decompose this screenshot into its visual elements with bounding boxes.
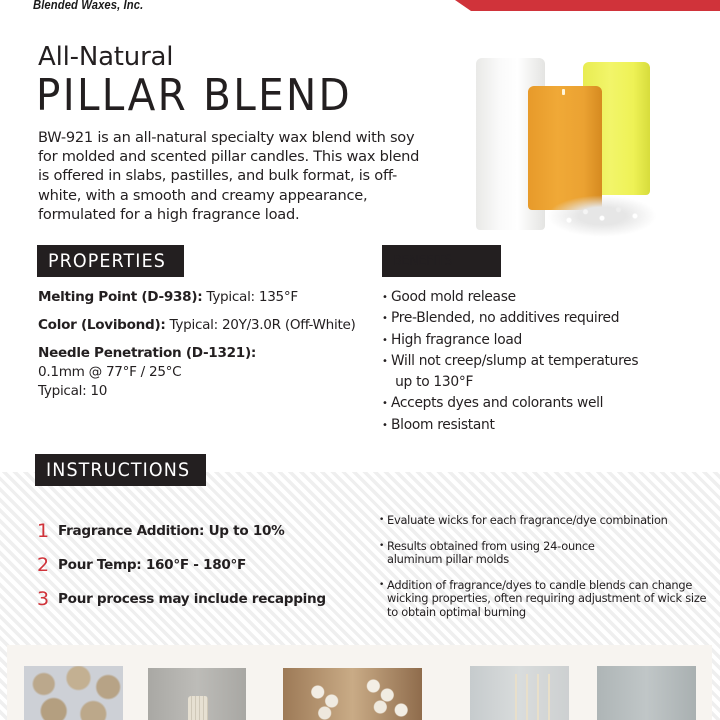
instruction-step — [37, 548, 367, 582]
wax-pastilles — [547, 195, 657, 237]
property-melting-point: Melting Point (D-938): Typical: 135°F — [38, 289, 298, 305]
instruction-step — [37, 514, 367, 548]
properties-list — [38, 288, 368, 410]
product-title: PILLAR BLEND — [36, 70, 353, 121]
instruction-step — [37, 582, 367, 616]
header-accent-bar — [455, 0, 720, 11]
instruction-steps — [37, 514, 367, 616]
step-number: 1 — [37, 520, 50, 542]
hero-candles-image — [455, 45, 670, 245]
gallery-photo — [283, 668, 422, 720]
benefits-heading: BENEFITS — [382, 245, 501, 277]
step-number: 3 — [37, 588, 50, 610]
step-number: 2 — [37, 554, 50, 576]
property-needle-penetration: Needle Penetration (D-1321): 0.1mm @ 77°F / 25°C Typical: 10 — [38, 345, 256, 399]
properties-heading: PROPERTIES — [37, 245, 184, 277]
benefit-item: • Pre-Blended, no additives required — [382, 308, 682, 329]
gallery-photo — [148, 668, 246, 720]
photo-gallery — [7, 645, 712, 720]
step-text: Pour Temp: 160°F - 180°F — [58, 557, 246, 573]
benefits-list — [382, 287, 682, 436]
brand-name: Blended Waxes, Inc. — [33, 0, 144, 12]
gallery-photo — [597, 666, 696, 720]
note-item: • Results obtained from using 24-ounce aluminum pillar molds — [379, 540, 644, 567]
step-text: Pour process may include recapping — [58, 591, 326, 607]
instruction-notes — [379, 514, 719, 631]
product-intro: BW-921 is an all-natural specialty wax blend with soy for molded and scented pillar candles. This wax blend is offered in slabs, pastilles, and bulk format, is off-white, with a smooth and creamy appearance, formulated for a high fragrance load. — [38, 129, 420, 223]
benefit-item: • Accepts dyes and colorants well — [382, 393, 682, 414]
benefit-item: • Bloom resistant — [382, 415, 682, 436]
property-color: Color (Lovibond): Typical: 20Y/3.0R (Off-White) — [38, 317, 356, 333]
benefit-item: • Will not creep/slump at temperatures up to 130°F — [382, 351, 682, 394]
step-text: Fragrance Addition: Up to 10% — [58, 523, 285, 539]
product-subtitle: All-Natural — [38, 42, 174, 72]
orange-candle — [528, 86, 602, 210]
instructions-heading: INSTRUCTIONS — [35, 454, 206, 486]
gallery-photo — [24, 666, 123, 720]
note-item: • Addition of fragrance/dyes to candle blends can change wicking properties, often requiring adjustment of wick size to obtain optimal burning — [379, 579, 709, 620]
benefit-item: • Good mold release — [382, 287, 682, 308]
note-item: • Evaluate wicks for each fragrance/dye combination — [379, 514, 719, 528]
benefit-item: • High fragrance load — [382, 330, 682, 351]
gallery-photo — [470, 666, 569, 720]
